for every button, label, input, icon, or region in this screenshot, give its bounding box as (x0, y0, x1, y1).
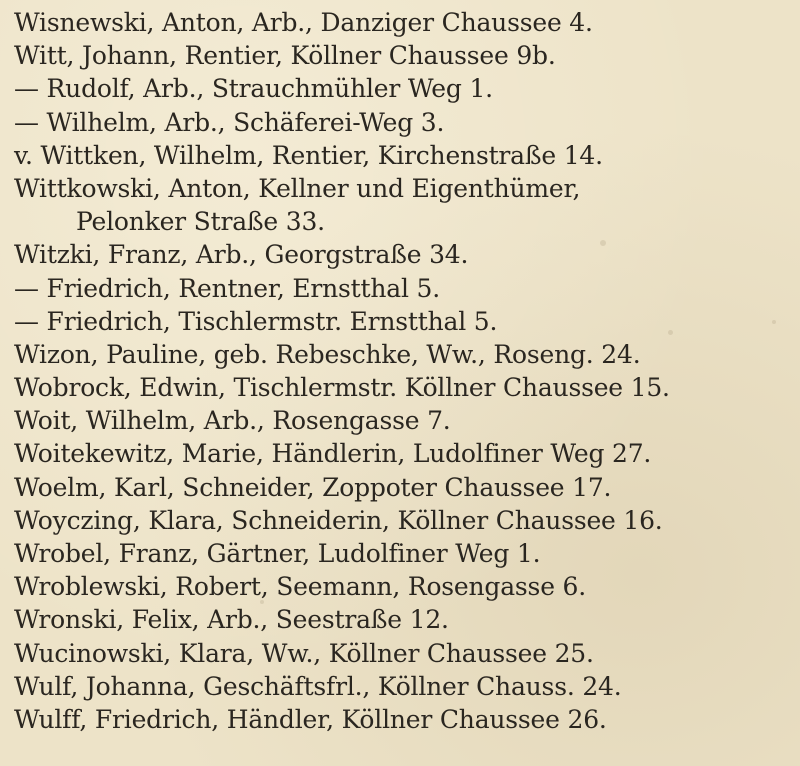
entry-line: Woit, Wilhelm, Arb., Rosengasse 7. (14, 406, 451, 436)
entry-line: Woitekewitz, Marie, Händlerin, Ludolfiner Weg 27. (14, 439, 652, 469)
entry-continuation-line: Pelonker Straße 33. (76, 207, 325, 237)
entry-line: — Friedrich, Tischlermstr. Ernstthal 5. (14, 306, 498, 336)
entry-line: Wittkowski, Anton, Kellner und Eigenthümer, (14, 173, 581, 203)
entry-line: — Wilhelm, Arb., Schäferei-Weg 3. (14, 107, 445, 137)
entry-line: Wrobel, Franz, Gärtner, Ludolfiner Weg 1. (14, 539, 541, 568)
entry-line: Wulf, Johanna, Geschäftsfrl., Köllner Chauss. 24. (14, 671, 622, 701)
entry-line: Wisnewski, Anton, Arb., Danziger Chaussee 4. (14, 8, 593, 37)
entry-line-cut-off: Wulff, Friedrich, Händler, Köllner Chaussee 26. (14, 704, 607, 734)
entry-line: v. Wittken, Wilhelm, Rentier, Kirchenstraße 14. (14, 140, 603, 170)
entry-line: Woyczing, Klara, Schneiderin, Köllner Chaussee 16. (14, 505, 663, 535)
entry-line: Wucinowski, Klara, Ww., Köllner Chaussee 25. (14, 638, 594, 668)
entry-line: Woelm, Karl, Schneider, Zoppoter Chaussee 17. (14, 472, 612, 502)
directory-entries (14, 6, 794, 734)
entry-line: — Rudolf, Arb., Strauchmühler Weg 1. (14, 74, 493, 104)
entry-line: Witt, Johann, Rentier, Köllner Chaussee 9b. (14, 41, 556, 71)
entry-line: — Friedrich, Rentner, Ernstthal 5. (14, 273, 440, 303)
entry-line: Wroblewski, Robert, Seemann, Rosengasse 6. (14, 572, 586, 602)
entry-line: Wizon, Pauline, geb. Rebeschke, Ww., Roseng. 24. (14, 339, 641, 369)
entry-line: Witzki, Franz, Arb., Georgstraße 34. (14, 240, 469, 270)
entry-line: Wobrock, Edwin, Tischlermstr. Köllner Chaussee 15. (14, 373, 670, 403)
entry-line: Wronski, Felix, Arb., Seestraße 12. (14, 605, 449, 635)
